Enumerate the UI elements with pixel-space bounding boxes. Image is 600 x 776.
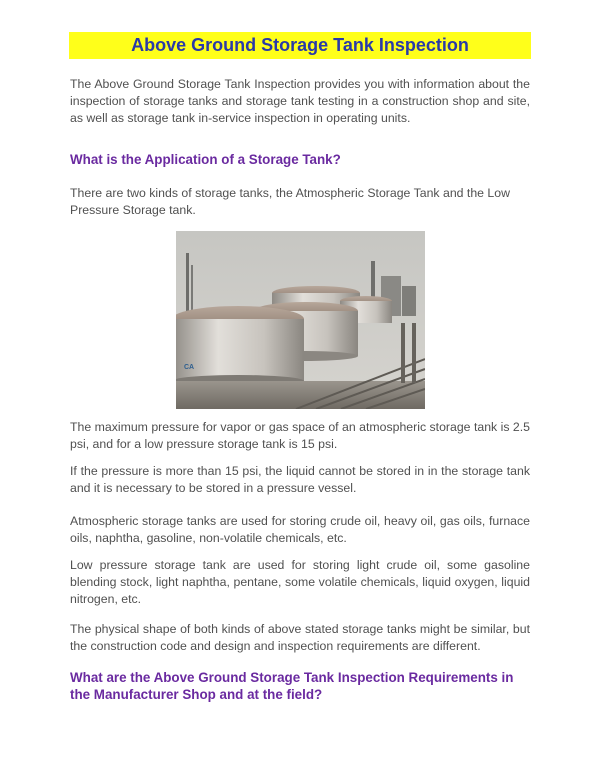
paragraph-atmospheric-uses: Atmospheric storage tanks are used for storing crude oil, heavy oil, gas oils, furnace oils, naphtha, gasoline, non-volatile chemicals, etc. [70, 514, 530, 545]
section-heading-application: What is the Application of a Storage Tank? [70, 152, 341, 167]
paragraph-low-pressure-uses: Low pressure storage tank are used for storing light crude oil, some gasoline blending stock, light naphtha, pentane, some volatile chemicals, liquid oxygen, liquid nitrogen, etc. [70, 558, 530, 606]
paragraph-pressure-vessel: If the pressure is more than 15 psi, the liquid cannot be stored in in the storage tank and it is necessary to be stored in a pressure vessel. [70, 464, 530, 495]
page-title: Above Ground Storage Tank Inspection [131, 35, 469, 55]
title-banner [69, 32, 531, 59]
storage-tanks-illustration [176, 231, 425, 409]
tank-marking-text: CA [184, 364, 195, 371]
section-heading-inspection-requirements: What are the Above Ground Storage Tank Inspection Requirements in the Manufacturer Shop and at the field? [70, 670, 514, 702]
paragraph-tank-kinds: There are two kinds of storage tanks, the Atmospheric Storage Tank and the Low Pressure Storage tank. [70, 186, 510, 217]
paragraph-physical-shape: The physical shape of both kinds of above stated storage tanks might be similar, but the construction code and design and inspection requirements are different. [70, 622, 530, 653]
storage-tanks-photo [176, 231, 425, 409]
paragraph-max-pressure: The maximum pressure for vapor or gas space of an atmospheric storage tank is 2.5 psi, and for a low pressure storage tank is 15 psi. [70, 420, 530, 451]
intro-paragraph: The Above Ground Storage Tank Inspection provides you with information about the inspection of storage tanks and storage tank testing in a construction shop and site, as well as storage tank in-service inspection in operating units. [70, 77, 530, 125]
